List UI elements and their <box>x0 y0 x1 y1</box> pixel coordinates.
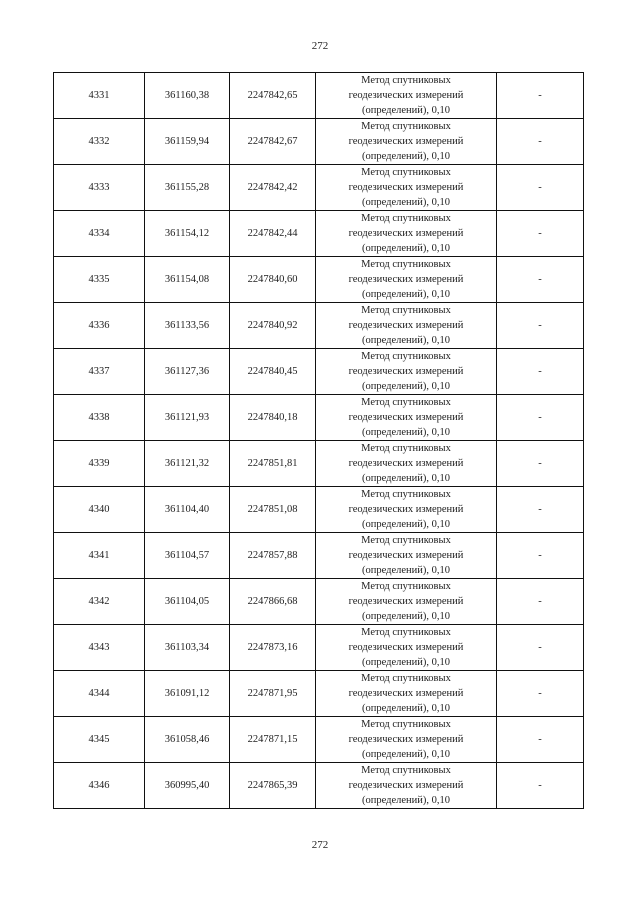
method-line: (определений), 0,10 <box>361 289 451 300</box>
y-coordinate-cell: 2247842,67 <box>230 119 316 165</box>
method-line: геодезических измерений <box>348 642 464 653</box>
point-number-cell: 4333 <box>54 165 145 211</box>
point-number-cell: 4346 <box>54 763 145 809</box>
x-coordinate-cell: 361058,46 <box>145 717 230 763</box>
y-coordinate-cell: 2247842,65 <box>230 73 316 119</box>
method-cell <box>316 73 497 119</box>
method-cell <box>316 625 497 671</box>
x-coordinate-cell: 361103,34 <box>145 625 230 671</box>
point-number-cell: 4336 <box>54 303 145 349</box>
method-line: (определений), 0,10 <box>361 381 451 392</box>
method-line: Метод спутниковых <box>361 627 451 638</box>
method-cell <box>316 579 497 625</box>
table-row <box>54 119 584 165</box>
method-line: Метод спутниковых <box>361 581 451 592</box>
note-cell: - <box>497 257 584 303</box>
method-line: (определений), 0,10 <box>361 657 451 668</box>
method-line: геодезических измерений <box>348 688 464 699</box>
method-line: геодезических измерений <box>348 228 464 239</box>
method-cell <box>316 395 497 441</box>
x-coordinate-cell: 361154,12 <box>145 211 230 257</box>
point-number-cell: 4344 <box>54 671 145 717</box>
method-cell <box>316 165 497 211</box>
method-line: Метод спутниковых <box>361 75 451 86</box>
method-line: (определений), 0,10 <box>361 427 451 438</box>
y-coordinate-cell: 2247871,15 <box>230 717 316 763</box>
method-cell <box>316 533 497 579</box>
method-cell <box>316 303 497 349</box>
point-number-cell: 4345 <box>54 717 145 763</box>
y-coordinate-cell: 2247842,42 <box>230 165 316 211</box>
y-coordinate-cell: 2247840,18 <box>230 395 316 441</box>
method-cell <box>316 119 497 165</box>
note-cell: - <box>497 395 584 441</box>
point-number-cell: 4331 <box>54 73 145 119</box>
y-coordinate-cell: 2247873,16 <box>230 625 316 671</box>
method-line: (определений), 0,10 <box>361 197 451 208</box>
table-row <box>54 211 584 257</box>
method-cell <box>316 257 497 303</box>
point-number-cell: 4341 <box>54 533 145 579</box>
method-line: геодезических измерений <box>348 596 464 607</box>
x-coordinate-cell: 361154,08 <box>145 257 230 303</box>
method-cell <box>316 441 497 487</box>
method-line: Метод спутниковых <box>361 535 451 546</box>
x-coordinate-cell: 361159,94 <box>145 119 230 165</box>
method-line: (определений), 0,10 <box>361 105 451 116</box>
y-coordinate-cell: 2247840,60 <box>230 257 316 303</box>
method-cell <box>316 487 497 533</box>
coordinates-table <box>53 72 584 809</box>
table-row <box>54 487 584 533</box>
point-number-cell: 4334 <box>54 211 145 257</box>
method-line: (определений), 0,10 <box>361 519 451 530</box>
note-cell: - <box>497 73 584 119</box>
x-coordinate-cell: 361160,38 <box>145 73 230 119</box>
note-cell: - <box>497 671 584 717</box>
table-row <box>54 625 584 671</box>
table-row <box>54 579 584 625</box>
y-coordinate-cell: 2247871,95 <box>230 671 316 717</box>
method-line: (определений), 0,10 <box>361 795 451 806</box>
table-row <box>54 671 584 717</box>
method-line: Метод спутниковых <box>361 719 451 730</box>
y-coordinate-cell: 2247866,68 <box>230 579 316 625</box>
method-line: геодезических измерений <box>348 136 464 147</box>
point-number-cell: 4332 <box>54 119 145 165</box>
y-coordinate-cell: 2247857,88 <box>230 533 316 579</box>
method-cell <box>316 211 497 257</box>
table-row <box>54 441 584 487</box>
method-line: геодезических измерений <box>348 458 464 469</box>
x-coordinate-cell: 361155,28 <box>145 165 230 211</box>
y-coordinate-cell: 2247851,08 <box>230 487 316 533</box>
method-line: Метод спутниковых <box>361 213 451 224</box>
x-coordinate-cell: 361104,05 <box>145 579 230 625</box>
note-cell: - <box>497 211 584 257</box>
point-number-cell: 4338 <box>54 395 145 441</box>
method-line: (определений), 0,10 <box>361 749 451 760</box>
method-line: (определений), 0,10 <box>361 473 451 484</box>
point-number-cell: 4339 <box>54 441 145 487</box>
method-cell <box>316 717 497 763</box>
table-row <box>54 533 584 579</box>
note-cell: - <box>497 533 584 579</box>
method-line: геодезических измерений <box>348 550 464 561</box>
method-line: (определений), 0,10 <box>361 611 451 622</box>
point-number-cell: 4340 <box>54 487 145 533</box>
x-coordinate-cell: 361121,93 <box>145 395 230 441</box>
point-number-cell: 4342 <box>54 579 145 625</box>
method-line: Метод спутниковых <box>361 259 451 270</box>
method-line: геодезических измерений <box>348 780 464 791</box>
note-cell: - <box>497 625 584 671</box>
note-cell: - <box>497 349 584 395</box>
y-coordinate-cell: 2247865,39 <box>230 763 316 809</box>
method-line: геодезических измерений <box>348 366 464 377</box>
point-number-cell: 4343 <box>54 625 145 671</box>
x-coordinate-cell: 361091,12 <box>145 671 230 717</box>
x-coordinate-cell: 360995,40 <box>145 763 230 809</box>
y-coordinate-cell: 2247842,44 <box>230 211 316 257</box>
method-line: Метод спутниковых <box>361 765 451 776</box>
page-number-top: 272 <box>311 40 329 52</box>
point-number-cell: 4335 <box>54 257 145 303</box>
method-line: Метод спутниковых <box>361 351 451 362</box>
method-cell <box>316 763 497 809</box>
method-line: геодезических измерений <box>348 320 464 331</box>
page-number-bottom: 272 <box>311 839 329 851</box>
method-line: Метод спутниковых <box>361 673 451 684</box>
note-cell: - <box>497 579 584 625</box>
x-coordinate-cell: 361104,57 <box>145 533 230 579</box>
method-line: Метод спутниковых <box>361 305 451 316</box>
method-line: Метод спутниковых <box>361 121 451 132</box>
table-row <box>54 257 584 303</box>
table-row <box>54 73 584 119</box>
table-row <box>54 395 584 441</box>
x-coordinate-cell: 361121,32 <box>145 441 230 487</box>
method-line: Метод спутниковых <box>361 167 451 178</box>
coordinates-table-body <box>54 73 584 809</box>
table-row <box>54 717 584 763</box>
table-row <box>54 349 584 395</box>
method-line: геодезических измерений <box>348 274 464 285</box>
table-row <box>54 763 584 809</box>
method-line: геодезических измерений <box>348 412 464 423</box>
x-coordinate-cell: 361133,56 <box>145 303 230 349</box>
note-cell: - <box>497 303 584 349</box>
method-line: геодезических измерений <box>348 90 464 101</box>
method-line: (определений), 0,10 <box>361 151 451 162</box>
table-row <box>54 165 584 211</box>
method-line: Метод спутниковых <box>361 443 451 454</box>
table-row <box>54 303 584 349</box>
method-cell <box>316 349 497 395</box>
note-cell: - <box>497 487 584 533</box>
note-cell: - <box>497 717 584 763</box>
x-coordinate-cell: 361104,40 <box>145 487 230 533</box>
note-cell: - <box>497 119 584 165</box>
note-cell: - <box>497 763 584 809</box>
x-coordinate-cell: 361127,36 <box>145 349 230 395</box>
method-line: (определений), 0,10 <box>361 703 451 714</box>
method-line: (определений), 0,10 <box>361 335 451 346</box>
y-coordinate-cell: 2247851,81 <box>230 441 316 487</box>
method-line: Метод спутниковых <box>361 397 451 408</box>
y-coordinate-cell: 2247840,92 <box>230 303 316 349</box>
method-line: (определений), 0,10 <box>361 243 451 254</box>
y-coordinate-cell: 2247840,45 <box>230 349 316 395</box>
method-line: Метод спутниковых <box>361 489 451 500</box>
note-cell: - <box>497 165 584 211</box>
method-cell <box>316 671 497 717</box>
method-line: геодезических измерений <box>348 734 464 745</box>
method-line: геодезических измерений <box>348 182 464 193</box>
method-line: (определений), 0,10 <box>361 565 451 576</box>
method-line: геодезических измерений <box>348 504 464 515</box>
point-number-cell: 4337 <box>54 349 145 395</box>
note-cell: - <box>497 441 584 487</box>
